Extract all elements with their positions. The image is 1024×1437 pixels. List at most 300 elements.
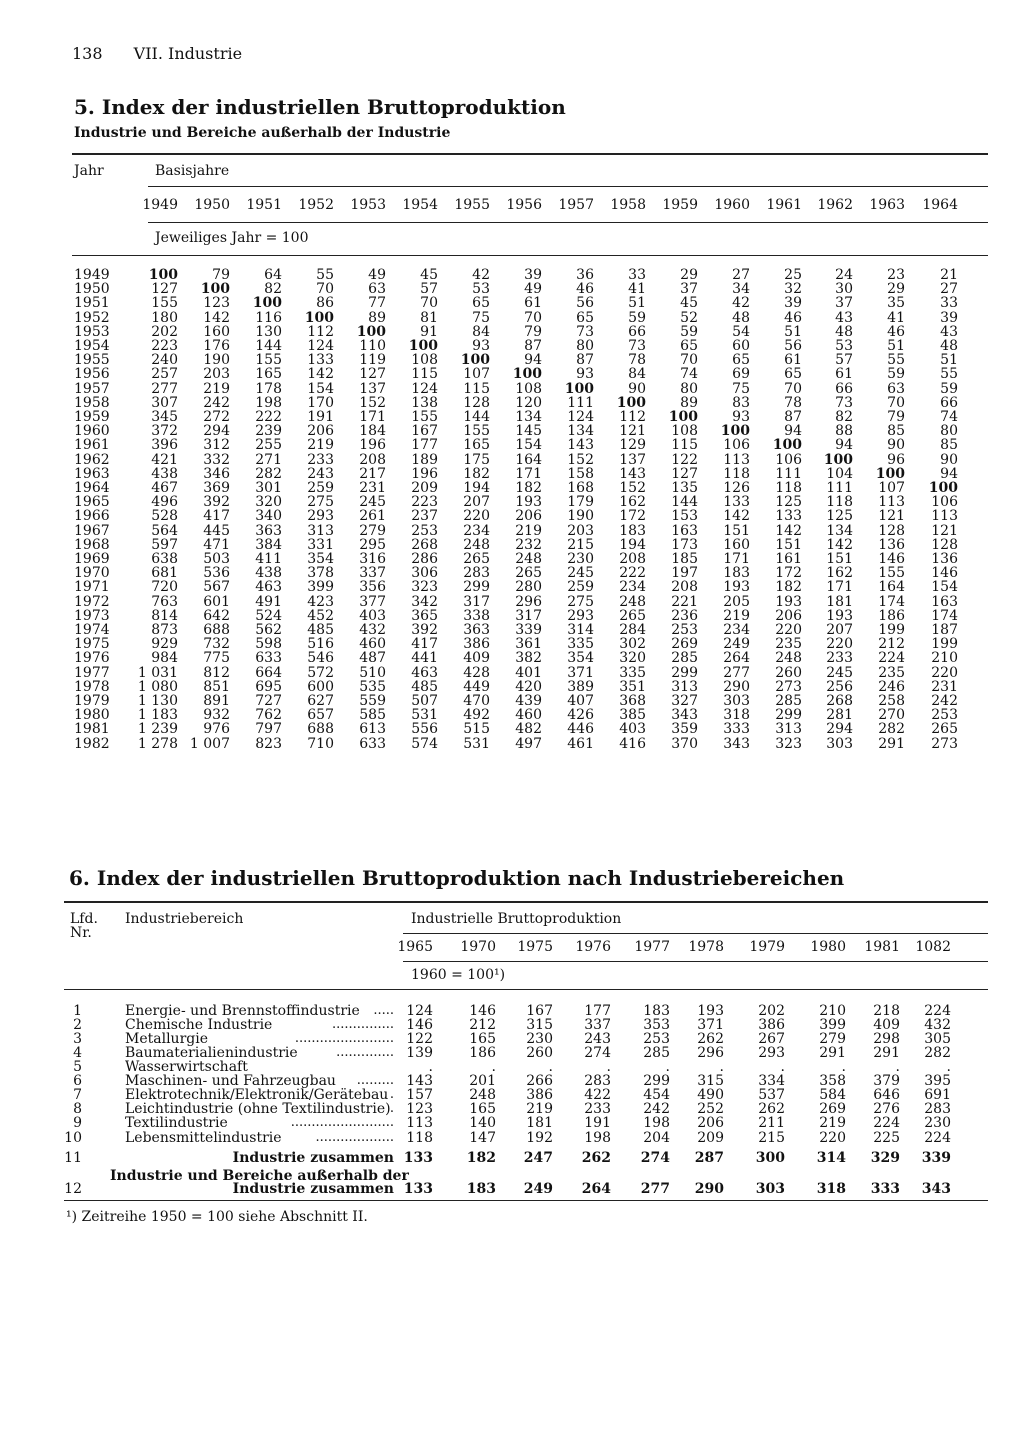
table6-row-label: Elektrotechnik/Elektronik/Gerätebau	[125, 1087, 389, 1103]
table6-cell: 248	[469, 1087, 496, 1103]
table6-cell: 399	[819, 1017, 846, 1033]
table6-cell: 269	[819, 1101, 846, 1117]
table5-cell: 27	[940, 281, 958, 298]
table5-cell: 1 031	[137, 664, 178, 681]
table5-cell: 120	[515, 394, 542, 411]
table5-cell: 93	[576, 366, 594, 383]
table5-cell: 194	[619, 536, 646, 553]
table5-cell: 212	[878, 636, 905, 653]
table5-cell: 59	[887, 366, 905, 383]
table5-cell: 70	[524, 309, 542, 326]
table6-cell: 146	[469, 1003, 496, 1019]
table6-cell: 198	[584, 1130, 611, 1146]
table5-cell: 142	[826, 536, 853, 553]
table5-cell: 411	[255, 551, 282, 567]
table5-cell: 248	[515, 551, 542, 567]
table6-cell: 191	[584, 1115, 611, 1131]
table5-cell: 164	[515, 451, 542, 468]
table6-row-nr: 11	[64, 1150, 82, 1166]
table5-cell: 384	[255, 536, 282, 553]
table5-cell: 164	[878, 579, 905, 596]
table5-cell: 732	[203, 636, 230, 653]
table5-cell: 222	[255, 409, 282, 425]
table5-cell: 153	[671, 508, 698, 525]
table5-cell: 346	[203, 465, 230, 482]
table5-cell: 172	[619, 508, 646, 525]
table6-row-label: Energie- und Brennstoffindustrie	[125, 1003, 360, 1019]
table5-cell: 80	[680, 380, 698, 397]
table5-cell: 248	[775, 650, 802, 667]
table5-cell: 155	[411, 409, 438, 425]
table5-cell: 87	[524, 338, 542, 354]
table5-cell: 32	[784, 281, 802, 298]
table6-year: 1975	[517, 939, 553, 955]
table5-cell: 170	[307, 394, 334, 411]
table5-cell: 320	[619, 650, 646, 667]
table6-cell: 432	[924, 1017, 951, 1033]
table6-cell: 296	[697, 1045, 724, 1061]
table5-cell: 106	[931, 494, 958, 511]
table6-cell: 291	[819, 1045, 846, 1061]
table5-cell: 163	[671, 522, 698, 539]
table5-cell: 269	[671, 636, 698, 653]
table5-cell: 158	[567, 465, 594, 482]
table5-cell: 688	[307, 721, 334, 738]
table6-cell: 123	[406, 1101, 433, 1117]
table5-base-year: 1959	[662, 197, 698, 213]
table5-cell: 277	[723, 664, 750, 681]
table5-cell: 217	[359, 465, 386, 482]
table5-cell: 260	[775, 664, 802, 681]
table5-cell: 259	[567, 579, 594, 596]
table5-cell: 423	[307, 593, 334, 610]
table5-cell: 137	[619, 451, 646, 468]
table5-cell: 426	[567, 707, 594, 724]
table5-cell: 231	[359, 480, 386, 496]
table5-cell: 191	[307, 409, 334, 425]
table5-cell: 65	[784, 366, 802, 383]
table5-row-year: 1961	[74, 437, 110, 454]
table6-row-label: Chemische Industrie	[125, 1017, 273, 1033]
table6-cell: 291	[873, 1045, 900, 1061]
table5-cell: 88	[835, 423, 853, 440]
table5-cell: 108	[671, 423, 698, 440]
table6-cell: 118	[406, 1130, 433, 1146]
table5-cell: 125	[826, 508, 853, 525]
table5-cell: 74	[940, 409, 958, 425]
table5-cell: 236	[671, 607, 698, 624]
table5-cell: 382	[515, 650, 542, 667]
table5-cell: 302	[619, 636, 646, 653]
table5-cell: 335	[567, 636, 594, 653]
table5-cell: 123	[203, 295, 230, 312]
table5-cell: 253	[671, 622, 698, 638]
table5-cell: 316	[359, 551, 386, 567]
table5-row-year: 1953	[74, 323, 110, 340]
table5-cell: 59	[628, 309, 646, 326]
table5-cell: 762	[255, 707, 282, 724]
table6-cell: .	[841, 1059, 846, 1075]
table5-cell: 1 183	[137, 707, 178, 724]
table5-cell: 161	[775, 551, 802, 567]
table6-row-nr: 4	[73, 1045, 82, 1061]
table6-cell: .	[665, 1059, 670, 1075]
table6-row-label: Lebensmittelindustrie	[125, 1130, 282, 1146]
table5-cell: 232	[515, 536, 542, 553]
table5-cell: 59	[940, 380, 958, 397]
table5-cell: 61	[835, 366, 853, 383]
table5-row-year: 1981	[74, 721, 110, 738]
table5-cell: 441	[411, 650, 438, 667]
table5-cell: 176	[203, 338, 230, 354]
table5-cell: 317	[463, 593, 490, 610]
table5-cell: 79	[524, 323, 542, 340]
table5-cell: 65	[576, 309, 594, 326]
table6-cell: 224	[873, 1115, 900, 1131]
table5-cell: 932	[203, 707, 230, 724]
table5-cell: 221	[671, 593, 698, 610]
table5-cell: 277	[151, 380, 178, 397]
table5-cell: 79	[212, 267, 230, 283]
table5-cell: 93	[472, 338, 490, 354]
table5-cell: 41	[887, 309, 905, 326]
table6-row-leader: .........	[356, 1073, 394, 1088]
table5-row-year: 1974	[74, 622, 110, 638]
table6-cell: 379	[873, 1073, 900, 1089]
table5-cell: 203	[203, 366, 230, 383]
table5-cell: 273	[775, 678, 802, 695]
table6-cell: 646	[873, 1087, 900, 1103]
table5-cell: 275	[307, 494, 334, 511]
table5-cell: 29	[887, 281, 905, 298]
table5-cell: 53	[835, 338, 853, 354]
table5-cell: 323	[775, 735, 802, 752]
table6-cell: 318	[816, 1181, 846, 1197]
table5-row-year: 1960	[74, 423, 110, 440]
table6-cell: 300	[755, 1150, 785, 1166]
table5-cell: 77	[368, 295, 386, 312]
table6-row-label: Leichtindustrie (ohne Textilindustrie)	[125, 1101, 391, 1117]
chapter-title: VII. Industrie	[133, 44, 243, 63]
table6-row-leader: ...............	[332, 1017, 394, 1032]
table5-cell: 467	[151, 480, 178, 496]
table5-row-year: 1975	[74, 636, 110, 653]
table6-bottom-rule	[64, 1200, 988, 1201]
table5-cell: 497	[515, 735, 542, 752]
table5-cell: 627	[307, 693, 334, 709]
table5-cell: 175	[463, 451, 490, 468]
table5-cell: 186	[878, 607, 905, 624]
table5-cell: 80	[576, 338, 594, 354]
table5-body-rule	[72, 255, 988, 256]
table5-cell: 162	[619, 494, 646, 511]
table5-cell: 354	[567, 650, 594, 667]
table5-cell: 194	[463, 480, 490, 496]
table6-row-label: Wasserwirtschaft	[125, 1059, 248, 1075]
table5-cell: 280	[515, 579, 542, 596]
table5-cell: 219	[203, 380, 230, 397]
table5-cell: 180	[151, 309, 178, 326]
table5-cell: 368	[619, 693, 646, 709]
table5-cell: 144	[463, 409, 490, 425]
table5-cell: 66	[628, 323, 646, 340]
table5-cell: 929	[151, 636, 178, 653]
table5-cell: 331	[307, 536, 334, 553]
table5-cell: 823	[255, 735, 282, 752]
table6-cell: .	[491, 1059, 496, 1075]
table5-row-year: 1958	[74, 394, 110, 411]
table5-cell: 64	[264, 267, 282, 283]
table5-cell: 219	[723, 607, 750, 624]
table5-cell: 181	[826, 593, 853, 610]
table6-year: 1979	[749, 939, 785, 955]
table5-cell: 873	[151, 622, 178, 638]
table5-cell: 343	[671, 707, 698, 724]
table5-cell: 70	[420, 295, 438, 312]
table5-cell: 199	[931, 636, 958, 653]
table5-cell: 42	[472, 267, 490, 283]
table5-cell: 111	[826, 480, 853, 496]
table5-cell: 52	[680, 309, 698, 326]
table5-cell: 307	[151, 394, 178, 411]
table5-cell: 812	[203, 664, 230, 681]
table5-cell: 270	[878, 707, 905, 724]
table5-row-year: 1973	[74, 607, 110, 624]
table5-cell: 515	[463, 721, 490, 738]
table6-cell: 386	[526, 1087, 553, 1103]
table5-cell: 155	[463, 423, 490, 440]
table5-cell: 90	[940, 451, 958, 468]
table6-cell: 264	[581, 1181, 611, 1197]
table5-cell: 48	[940, 338, 958, 354]
table5-cell: 63	[368, 281, 386, 298]
table5-cell: 112	[619, 409, 646, 425]
table5-cell: 340	[255, 508, 282, 525]
table5-cell: 327	[671, 693, 698, 709]
table5-cell: 243	[307, 465, 334, 482]
table6-cell: 252	[697, 1101, 724, 1117]
table5-cell: 70	[316, 281, 334, 298]
table5-cell: 463	[411, 664, 438, 681]
table6-cell: 343	[921, 1181, 951, 1197]
table5-cell: 363	[463, 622, 490, 638]
table5-cell: 202	[151, 323, 178, 340]
table6-row-leader: ........................	[294, 1031, 394, 1046]
table6-cell: 260	[526, 1045, 553, 1061]
table5-cell: 82	[835, 409, 853, 425]
table5-basis-rule	[148, 186, 988, 187]
table5-cell: 261	[359, 508, 386, 525]
table5-cell: 240	[151, 352, 178, 369]
table6-cell: 249	[523, 1181, 553, 1197]
table5-cell: 61	[524, 295, 542, 312]
table6-col-bereich: Industriebereich	[125, 911, 244, 927]
table5-cell: 127	[151, 281, 178, 298]
table6-col-lfd: Lfd.	[70, 911, 98, 927]
table5-cell: 220	[775, 622, 802, 638]
table5-cell: 106	[723, 437, 750, 454]
table5-base-year: 1957	[558, 197, 594, 213]
table5-cell: 463	[255, 579, 282, 596]
table5-cell: 438	[255, 565, 282, 582]
table6-cell: 298	[873, 1031, 900, 1047]
table5-cell: 220	[826, 636, 853, 653]
table6-row-leader: .	[389, 1087, 394, 1102]
table5-cell: 272	[203, 409, 230, 425]
table5-cell: 196	[359, 437, 386, 454]
table5-cell: 207	[826, 622, 853, 638]
table5-cell: 151	[775, 536, 802, 553]
table5-cell: 42	[732, 295, 750, 312]
table5-cell: 295	[359, 536, 386, 553]
table5-cell: 294	[203, 423, 230, 440]
table5-cell: 69	[732, 366, 750, 383]
table5-cell: 96	[887, 451, 905, 468]
table5-cell: 233	[826, 650, 853, 667]
table5-cell: 61	[784, 352, 802, 369]
table5-cell: 299	[775, 707, 802, 724]
table5-cell: 136	[931, 551, 958, 567]
table5-cell: 452	[307, 607, 334, 624]
table5-cell: 134	[567, 423, 594, 440]
table5-cell: 208	[619, 551, 646, 567]
table5-cell: 94	[835, 437, 853, 454]
table5-cell: 63	[887, 380, 905, 397]
table5-cell: 118	[723, 465, 750, 482]
table5-cell: 94	[784, 423, 802, 440]
table5-cell: 356	[359, 579, 386, 596]
table5-cell: 420	[515, 678, 542, 695]
table5-cell: 89	[368, 309, 386, 326]
table6-year: 1970	[460, 939, 496, 955]
table5-cell: 152	[567, 451, 594, 468]
table5-cell: 87	[784, 409, 802, 425]
table6-row-leader: ...................	[315, 1130, 394, 1145]
table5-cell: 113	[723, 451, 750, 468]
table5-cell: 234	[619, 579, 646, 596]
table5-cell: 33	[940, 295, 958, 312]
table5-cell: 1 239	[137, 721, 178, 738]
table5-cell: 193	[826, 607, 853, 624]
table5-subtitle: Industrie und Bereiche außerhalb der Industrie	[74, 125, 451, 141]
table5-base-year: 1964	[922, 197, 958, 213]
table5-cell: 296	[515, 593, 542, 610]
table5-cell: 333	[723, 721, 750, 738]
table5-cell: 339	[515, 622, 542, 638]
table6-year: 1980	[810, 939, 846, 955]
table5-top-rule	[72, 153, 988, 155]
table5-row-year: 1959	[74, 409, 110, 425]
table5-cell: 100	[356, 323, 386, 340]
table5-cell: 171	[359, 409, 386, 425]
table5-cell: 182	[775, 579, 802, 596]
table6-row-label: Industrie und Bereiche außerhalb der	[110, 1168, 409, 1184]
table5-cell: 496	[151, 494, 178, 511]
table5-cell: 510	[359, 664, 386, 681]
table5-cell: 396	[151, 437, 178, 454]
table5-row-year: 1982	[74, 735, 110, 752]
table6-cell: 122	[406, 1031, 433, 1047]
table5-cell: 516	[307, 636, 334, 653]
table6-cell: 124	[406, 1003, 433, 1019]
table5-cell: 273	[931, 735, 958, 752]
table5-col-basisjahre: Basisjahre	[155, 163, 230, 179]
table5-cell: 220	[463, 508, 490, 525]
table5-cell: 695	[255, 678, 282, 695]
table5-cell: 171	[515, 465, 542, 482]
table5-cell: 49	[524, 281, 542, 298]
table5-cell: 361	[515, 636, 542, 653]
table6-top-rule	[64, 901, 988, 903]
table6-cell: 290	[694, 1181, 724, 1197]
table5-cell: 233	[307, 451, 334, 468]
table5-cell: 242	[931, 693, 958, 709]
table5-cell: 208	[359, 451, 386, 468]
table5-cell: 56	[576, 295, 594, 312]
table6-cell: 287	[694, 1150, 724, 1166]
table5-cell: 485	[307, 622, 334, 638]
table5-cell: 142	[307, 366, 334, 383]
table6-row-leader: .........................	[290, 1115, 394, 1130]
table6-cell: 146	[406, 1017, 433, 1033]
table5-cell: 528	[151, 508, 178, 525]
table5-year-rule	[148, 222, 988, 223]
table5-cell: 294	[826, 721, 853, 738]
table5-cell: 253	[411, 522, 438, 539]
table5-cell: 814	[151, 607, 178, 624]
table5-cell: 285	[671, 650, 698, 667]
table5-cell: 482	[515, 721, 542, 738]
table5-cell: 313	[307, 522, 334, 539]
table5-cell: 46	[784, 309, 802, 326]
table5-cell: 36	[576, 267, 594, 283]
table5-cell: 235	[878, 664, 905, 681]
table5-cell: 359	[671, 721, 698, 738]
table5-cell: 121	[931, 522, 958, 539]
table5-cell: 155	[255, 352, 282, 369]
table5-cell: 100	[408, 338, 438, 354]
table5-cell: 303	[826, 735, 853, 752]
table6-cell: 537	[758, 1087, 785, 1103]
table5-cell: 100	[252, 295, 282, 312]
table6-row-label: Metallurgie	[125, 1031, 208, 1047]
table5-cell: 127	[359, 366, 386, 383]
table5-cell: 27	[732, 267, 750, 283]
table5-cell: 248	[463, 536, 490, 553]
table5-cell: 119	[359, 352, 386, 369]
table6-row-nr: 7	[73, 1087, 82, 1103]
table6-row-nr: 6	[73, 1073, 82, 1089]
table5-cell: 189	[411, 451, 438, 468]
table5-cell: 281	[826, 707, 853, 724]
table5-cell: 143	[619, 465, 646, 482]
table5-cell: 93	[732, 409, 750, 425]
table5-cell: 314	[567, 622, 594, 638]
table5-cell: 91	[420, 323, 438, 340]
table6-cell: 333	[870, 1181, 900, 1197]
table5-cell: 265	[463, 551, 490, 567]
table5-row-year: 1980	[74, 707, 110, 724]
table5-cell: 306	[411, 565, 438, 582]
table5-cell: 118	[826, 494, 853, 511]
table5-row-year: 1968	[74, 536, 110, 553]
table5-cell: 421	[151, 451, 178, 468]
table5-cell: 727	[255, 693, 282, 709]
table5-cell: 291	[878, 735, 905, 752]
table5-cell: 128	[931, 536, 958, 553]
table6-row-leader: .....	[373, 1003, 394, 1018]
table5-cell: 445	[203, 522, 230, 539]
